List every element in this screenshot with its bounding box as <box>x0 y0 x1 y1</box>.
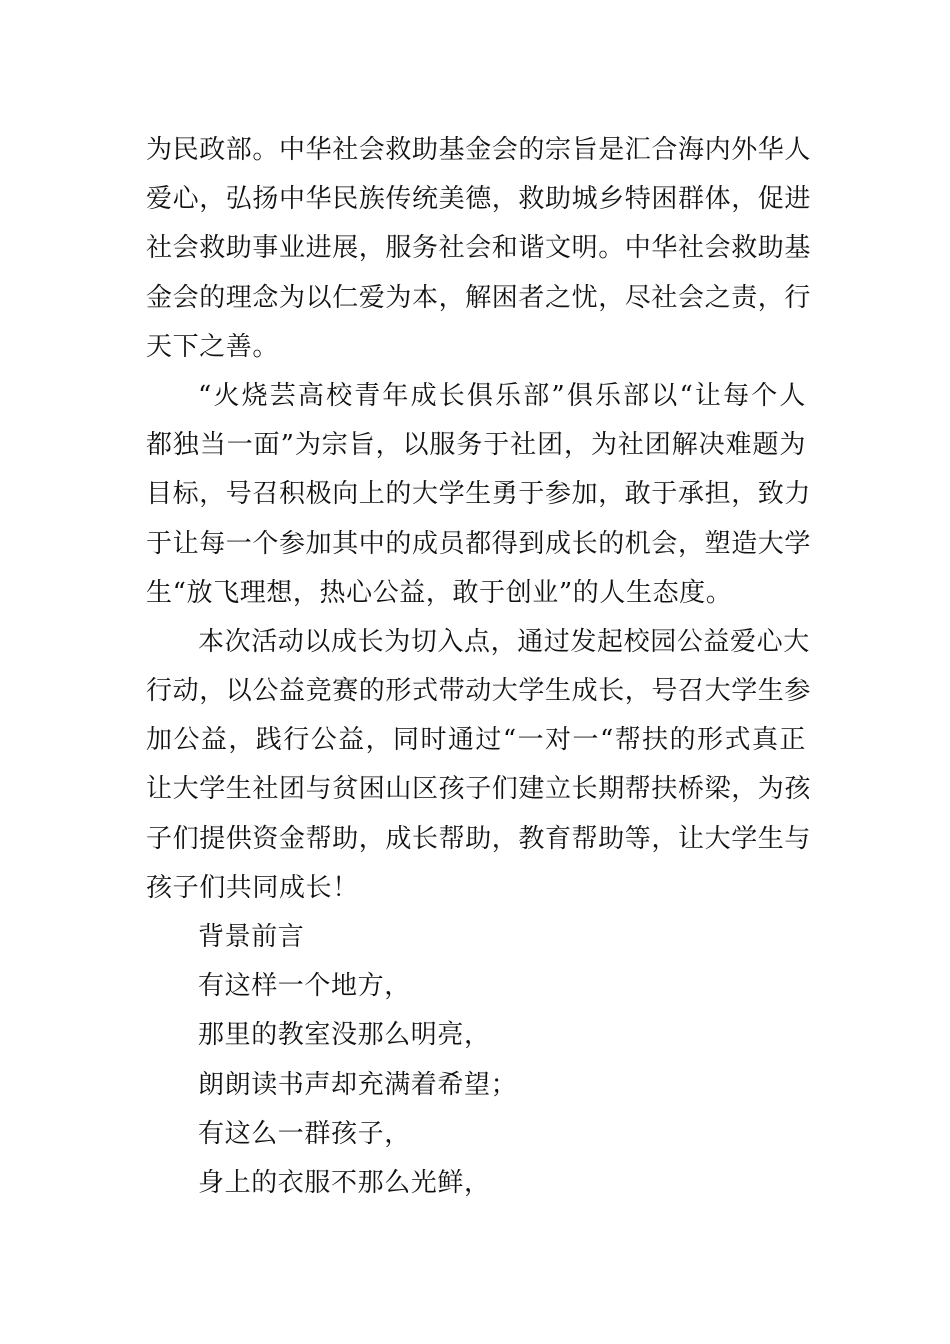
text-line: 那里的教室没那么明亮， <box>198 1020 491 1051</box>
text-line: 金会的理念为以仁爱为本，解困者之忧，尽社会之责，行 <box>146 282 812 313</box>
text-line: 本次活动以成长为切入点，通过发起校园公益爱心大 <box>198 626 810 657</box>
document-body <box>146 126 812 1208</box>
text-line: 于让每一个参加其中的成员都得到成长的机会，塑造大学 <box>146 528 812 559</box>
text-line: 朗朗读书声却充满着希望； <box>198 1069 518 1100</box>
text-line: 为民政部。中华社会救助基金会的宗旨是汇合海内外华人 <box>146 135 812 165</box>
text-line: 有这样一个地方， <box>198 971 411 1002</box>
text-line: 天下之善。 <box>146 331 280 362</box>
text-line: 有这么一群孩子， <box>198 1118 411 1149</box>
text-line: 爱心，弘扬中华民族传统美德，救助城乡特困群体，促进 <box>146 184 812 215</box>
text-line: 目标，号召积极向上的大学生勇于参加，敢于承担，致力 <box>146 479 812 510</box>
text-line: 背景前言 <box>198 922 305 952</box>
text-line: 加公益，践行公益，同时通过“一对一“帮扶的形式真正 <box>146 725 806 756</box>
text-line: 子们提供资金帮助，成长帮助，教育帮助等，让大学生与 <box>146 823 812 854</box>
text-line: 身上的衣服不那么光鲜， <box>198 1167 491 1198</box>
text-line: 都独当一面”为宗旨，以服务于社团，为社团解决难题为 <box>146 430 806 461</box>
text-line: 生“放飞理想，热心公益，敢于创业”的人生态度。 <box>146 577 733 608</box>
text-line: 社会救助事业进展，服务社会和谐文明。中华社会救助基 <box>146 233 812 264</box>
text-line: 行动，以公益竞赛的形式带动大学生成长，号召大学生参 <box>146 676 812 707</box>
text-line: 孩子们共同成长！ <box>146 872 359 903</box>
text-line: 让大学生社团与贫困山区孩子们建立长期帮扶桥梁，为孩 <box>146 774 812 805</box>
text-line: “火烧芸高校青年成长俱乐部”俱乐部以“让每个人 <box>198 380 806 411</box>
